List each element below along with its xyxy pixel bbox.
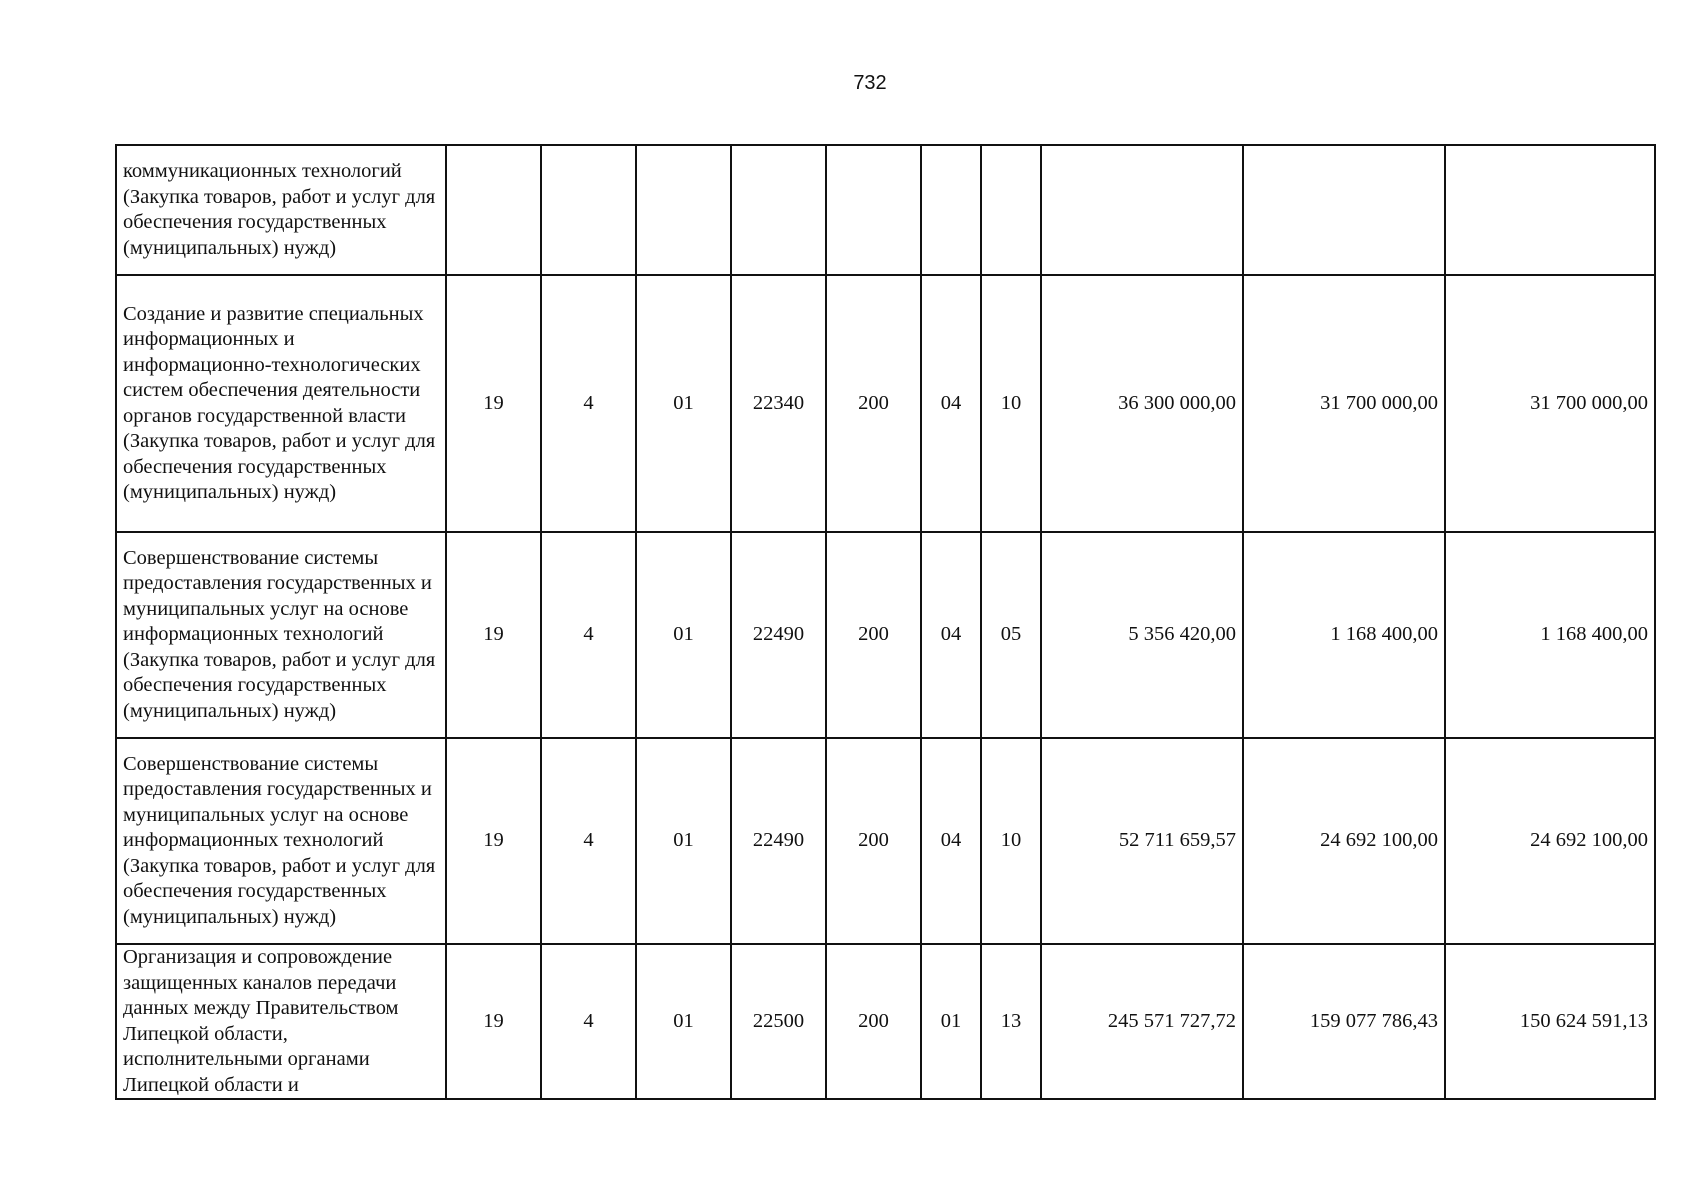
amount-year-3: 24 692 100,00 [1445,738,1655,944]
amount-year-3: 31 700 000,00 [1445,275,1655,532]
budget-table [115,144,1656,1100]
table-row [116,944,1655,1099]
table-row [116,738,1655,944]
amount-year-2 [1243,145,1445,275]
expense-type-code: 200 [826,275,921,532]
direction-code: 22500 [731,944,826,1099]
program-code: 19 [446,275,541,532]
amount-year-3 [1445,145,1655,275]
row-description: Создание и развитие специальных информационных и информационно-технологических систем обеспечения деятельности органов государственной власти (Закупка товаров, работ и услуг для обеспечения государственных (муниципальных) нужд) [116,275,446,532]
program-code: 19 [446,944,541,1099]
subsection-code: 05 [981,532,1041,738]
section-code: 01 [921,944,981,1099]
amount-year-1: 36 300 000,00 [1041,275,1243,532]
table-row [116,275,1655,532]
row-description: Совершенствование системы предоставления государственных и муниципальных услуг на основе информационных технологий (Закупка товаров, работ и услуг для обеспечения государственных (муниципальных) нужд) [116,738,446,944]
amount-year-1: 245 571 727,72 [1041,944,1243,1099]
activity-code [636,145,731,275]
program-code [446,145,541,275]
subprogram-code: 4 [541,738,636,944]
subprogram-code [541,145,636,275]
activity-code: 01 [636,738,731,944]
activity-code: 01 [636,275,731,532]
amount-year-2: 159 077 786,43 [1243,944,1445,1099]
activity-code: 01 [636,532,731,738]
section-code: 04 [921,532,981,738]
amount-year-1: 52 711 659,57 [1041,738,1243,944]
subprogram-code: 4 [541,275,636,532]
program-code: 19 [446,738,541,944]
amount-year-3: 150 624 591,13 [1445,944,1655,1099]
page-number: 732 [853,72,887,94]
direction-code: 22490 [731,532,826,738]
table-row [116,532,1655,738]
amount-year-2: 31 700 000,00 [1243,275,1445,532]
amount-year-2: 1 168 400,00 [1243,532,1445,738]
subsection-code [981,145,1041,275]
row-description: коммуникационных технологий (Закупка товаров, работ и услуг для обеспечения государственных (муниципальных) нужд) [116,145,446,275]
expense-type-code [826,145,921,275]
subprogram-code: 4 [541,944,636,1099]
direction-code: 22490 [731,738,826,944]
expense-type-code: 200 [826,738,921,944]
activity-code: 01 [636,944,731,1099]
table-row [116,145,1655,275]
expense-type-code: 200 [826,944,921,1099]
amount-year-1 [1041,145,1243,275]
section-code: 04 [921,275,981,532]
row-description: Организация и сопровождение защищенных каналов передачи данных между Правительством Липецкой области, исполнительными органами Липецкой области и [116,944,446,1099]
program-code: 19 [446,532,541,738]
subsection-code: 10 [981,738,1041,944]
direction-code: 22340 [731,275,826,532]
direction-code [731,145,826,275]
section-code [921,145,981,275]
amount-year-3: 1 168 400,00 [1445,532,1655,738]
subsection-code: 10 [981,275,1041,532]
amount-year-1: 5 356 420,00 [1041,532,1243,738]
subprogram-code: 4 [541,532,636,738]
subsection-code: 13 [981,944,1041,1099]
amount-year-2: 24 692 100,00 [1243,738,1445,944]
row-description: Совершенствование системы предоставления государственных и муниципальных услуг на основе информационных технологий (Закупка товаров, работ и услуг для обеспечения государственных (муниципальных) нужд) [116,532,446,738]
expense-type-code: 200 [826,532,921,738]
section-code: 04 [921,738,981,944]
